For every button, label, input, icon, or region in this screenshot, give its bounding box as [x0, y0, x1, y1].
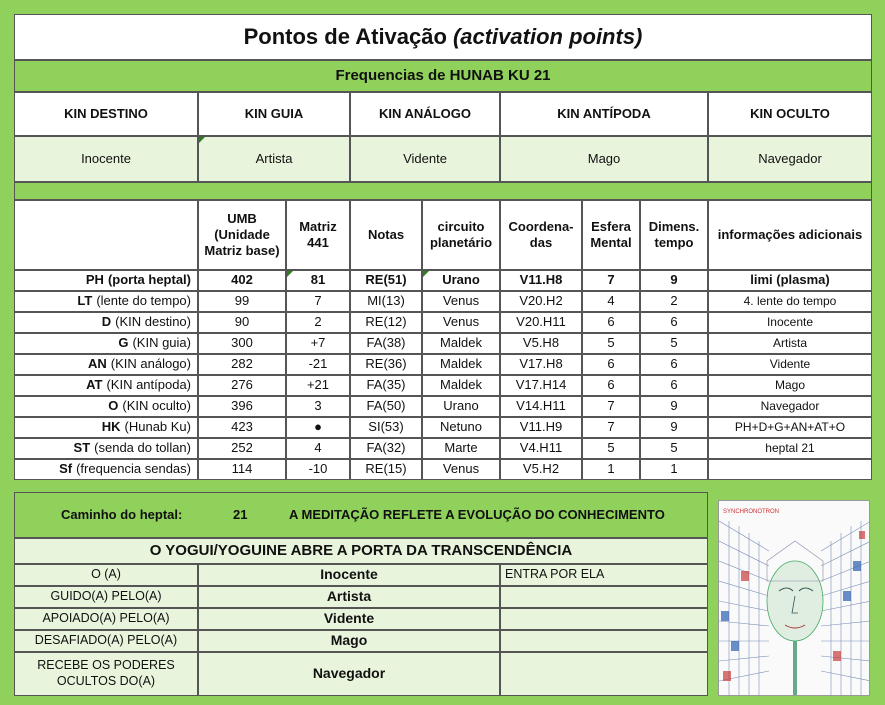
- cell-dimens: 9: [640, 396, 708, 417]
- cell-umb: 396: [198, 396, 286, 417]
- cell-coord: V11.H8: [500, 270, 582, 291]
- cell-nota: FA(50): [350, 396, 422, 417]
- cell-nota: RE(12): [350, 312, 422, 333]
- cell-coord: V17.H14: [500, 375, 582, 396]
- yogui-extra: [500, 586, 708, 608]
- row-label: [14, 291, 198, 312]
- cell-esfera: 6: [582, 375, 640, 396]
- cell-umb: 252: [198, 438, 286, 459]
- row-label: [14, 312, 198, 333]
- cell-matriz: +21: [286, 375, 350, 396]
- cell-matriz: 7: [286, 291, 350, 312]
- row-label: [14, 375, 198, 396]
- yogui-label: GUIDO(A) PELO(A): [14, 586, 198, 608]
- cell-circuito: Maldek: [422, 333, 500, 354]
- yogui-value: Vidente: [198, 608, 500, 630]
- table-header-matriz: Matriz 441: [286, 200, 350, 270]
- cell-info: PH+D+G+AN+AT+O: [708, 417, 872, 438]
- caminho-phrase: A MEDITAÇÃO REFLETE A EVOLUÇÃO DO CONHECIMENTO: [289, 506, 665, 522]
- cell-dimens: 1: [640, 459, 708, 480]
- yogui-title: O YOGUI/YOGUINE ABRE A PORTA DA TRANSCENDÊNCIA: [14, 538, 708, 564]
- kin-value-guia: Artista: [198, 136, 350, 182]
- cell-matriz: 4: [286, 438, 350, 459]
- cell-matriz: 2: [286, 312, 350, 333]
- cell-umb: 276: [198, 375, 286, 396]
- cell-nota: FA(32): [350, 438, 422, 459]
- row-label-text: (Hunab Ku): [124, 419, 191, 435]
- cell-matriz: ●: [286, 417, 350, 438]
- row-label-text: (senda do tollan): [94, 440, 191, 456]
- cell-esfera: 5: [582, 438, 640, 459]
- yogui-value: Mago: [198, 630, 500, 652]
- cell-matriz: -21: [286, 354, 350, 375]
- row-label-text: (porta heptal): [107, 272, 191, 288]
- row-label: [14, 354, 198, 375]
- cell-coord: V20.H11: [500, 312, 582, 333]
- cell-matriz: 3: [286, 396, 350, 417]
- title-italic: (activation points): [452, 24, 643, 50]
- row-label-text: (KIN antípoda): [106, 377, 191, 393]
- row-label-text: (KIN destino): [115, 314, 191, 330]
- yogui-label: O (A): [14, 564, 198, 586]
- yogui-value: Inocente: [198, 564, 500, 586]
- cell-circuito: Venus: [422, 459, 500, 480]
- yogui-extra: ENTRA POR ELA: [500, 564, 708, 586]
- cell-dimens: 5: [640, 333, 708, 354]
- table-header-esfera: Esfera Mental: [582, 200, 640, 270]
- row-label: [14, 333, 198, 354]
- row-abbr: O: [108, 398, 119, 414]
- row-abbr: AT: [86, 377, 103, 393]
- cell-nota: SI(53): [350, 417, 422, 438]
- row-abbr: Sf: [59, 461, 73, 477]
- yogui-label: DESAFIADO(A) PELO(A): [14, 630, 198, 652]
- yogui-extra: [500, 608, 708, 630]
- row-abbr: ST: [73, 440, 91, 456]
- cell-umb: 114: [198, 459, 286, 480]
- caminho-row: [14, 492, 708, 538]
- cell-esfera: 6: [582, 354, 640, 375]
- cell-circuito: Venus: [422, 312, 500, 333]
- kin-value-oculto: Navegador: [708, 136, 872, 182]
- yogui-extra: [500, 630, 708, 652]
- cell-circuito: Netuno: [422, 417, 500, 438]
- cell-dimens: 6: [640, 375, 708, 396]
- cell-info: limi (plasma): [708, 270, 872, 291]
- table-header-coord: Coordena- das: [500, 200, 582, 270]
- separator-band: [14, 182, 872, 200]
- synchronotron-artwork: [718, 500, 870, 696]
- cell-info: 4. lente do tempo: [708, 291, 872, 312]
- cell-coord: V4.H11: [500, 438, 582, 459]
- yogui-extra: [500, 652, 708, 696]
- table-header-info: informações adicionais: [708, 200, 872, 270]
- row-abbr: D: [101, 314, 112, 330]
- table-header-notas: Notas: [350, 200, 422, 270]
- cell-nota: RE(51): [350, 270, 422, 291]
- yogui-label: RECEBE OS PODERES OCULTOS DO(A): [14, 652, 198, 696]
- cell-info: Artista: [708, 333, 872, 354]
- cell-coord: V5.H8: [500, 333, 582, 354]
- kin-value-antipoda: Mago: [500, 136, 708, 182]
- cell-esfera: 1: [582, 459, 640, 480]
- kin-header-guia: KIN GUIA: [198, 92, 350, 136]
- row-label-text: (KIN guia): [132, 335, 191, 351]
- cell-coord: V20.H2: [500, 291, 582, 312]
- kin-value-analogo: Vidente: [350, 136, 500, 182]
- kin-header-oculto: KIN OCULTO: [708, 92, 872, 136]
- cell-esfera: 7: [582, 396, 640, 417]
- cell-info: Vidente: [708, 354, 872, 375]
- cell-esfera: 5: [582, 333, 640, 354]
- row-label-text: (frequencia sendas): [76, 461, 191, 477]
- row-label-text: (lente do tempo): [96, 293, 191, 309]
- table-header-umb: UMB (Unidade Matriz base): [198, 200, 286, 270]
- cell-umb: 423: [198, 417, 286, 438]
- cell-umb: 90: [198, 312, 286, 333]
- cell-coord: V17.H8: [500, 354, 582, 375]
- row-label: [14, 396, 198, 417]
- cell-nota: FA(35): [350, 375, 422, 396]
- cell-umb: 402: [198, 270, 286, 291]
- cell-circuito: Urano: [422, 270, 500, 291]
- cell-esfera: 7: [582, 417, 640, 438]
- cell-coord: V5.H2: [500, 459, 582, 480]
- cell-coord: V14.H11: [500, 396, 582, 417]
- cell-circuito: Urano: [422, 396, 500, 417]
- cell-circuito: Venus: [422, 291, 500, 312]
- yogui-value: Artista: [198, 586, 500, 608]
- cell-umb: 282: [198, 354, 286, 375]
- art-graphic: [719, 501, 870, 696]
- cell-info: Navegador: [708, 396, 872, 417]
- row-abbr: HK: [101, 419, 121, 435]
- cell-coord: V11.H9: [500, 417, 582, 438]
- cell-esfera: 7: [582, 270, 640, 291]
- cell-matriz: 81: [286, 270, 350, 291]
- cell-dimens: 5: [640, 438, 708, 459]
- cell-info: heptal 21: [708, 438, 872, 459]
- row-label: [14, 438, 198, 459]
- row-label: [14, 459, 198, 480]
- caminho-label: Caminho do heptal:: [61, 506, 183, 522]
- table-header-circuito: circuito planetário: [422, 200, 500, 270]
- cell-circuito: Marte: [422, 438, 500, 459]
- cell-esfera: 4: [582, 291, 640, 312]
- row-label: [14, 417, 198, 438]
- cell-dimens: 9: [640, 417, 708, 438]
- cell-nota: FA(38): [350, 333, 422, 354]
- yogui-value: Navegador: [198, 652, 500, 696]
- table-header-dimens: Dimens. tempo: [640, 200, 708, 270]
- row-abbr: LT: [77, 293, 93, 309]
- cell-circuito: Maldek: [422, 375, 500, 396]
- row-label-text: (KIN análogo): [110, 356, 191, 372]
- row-label-text: (KIN oculto): [122, 398, 191, 414]
- kin-header-destino: KIN DESTINO: [14, 92, 198, 136]
- kin-header-analogo: KIN ANÁLOGO: [350, 92, 500, 136]
- table-header-blank: [14, 200, 198, 270]
- cell-dimens: 6: [640, 354, 708, 375]
- cell-umb: 300: [198, 333, 286, 354]
- cell-nota: RE(36): [350, 354, 422, 375]
- cell-info: Mago: [708, 375, 872, 396]
- row-abbr: PH: [85, 272, 104, 288]
- title-main: Pontos de Ativação: [243, 24, 447, 50]
- art-caption: SYNCHRONOTRON: [723, 509, 780, 515]
- cell-info: [708, 459, 872, 480]
- cell-matriz: -10: [286, 459, 350, 480]
- subtitle: Frequencias de HUNAB KU 21: [14, 60, 872, 92]
- cell-umb: 99: [198, 291, 286, 312]
- kin-header-antipoda: KIN ANTÍPODA: [500, 92, 708, 136]
- row-abbr: G: [118, 335, 129, 351]
- cell-nota: MI(13): [350, 291, 422, 312]
- cell-dimens: 2: [640, 291, 708, 312]
- yogui-label: APOIADO(A) PELO(A): [14, 608, 198, 630]
- cell-dimens: 9: [640, 270, 708, 291]
- cell-nota: RE(15): [350, 459, 422, 480]
- cell-circuito: Maldek: [422, 354, 500, 375]
- cell-matriz: +7: [286, 333, 350, 354]
- row-abbr: AN: [88, 356, 107, 372]
- cell-esfera: 6: [582, 312, 640, 333]
- cell-dimens: 6: [640, 312, 708, 333]
- row-label: [14, 270, 198, 291]
- cell-info: Inocente: [708, 312, 872, 333]
- page-title: [14, 14, 872, 60]
- kin-value-destino: Inocente: [14, 136, 198, 182]
- caminho-number: 21: [233, 506, 248, 522]
